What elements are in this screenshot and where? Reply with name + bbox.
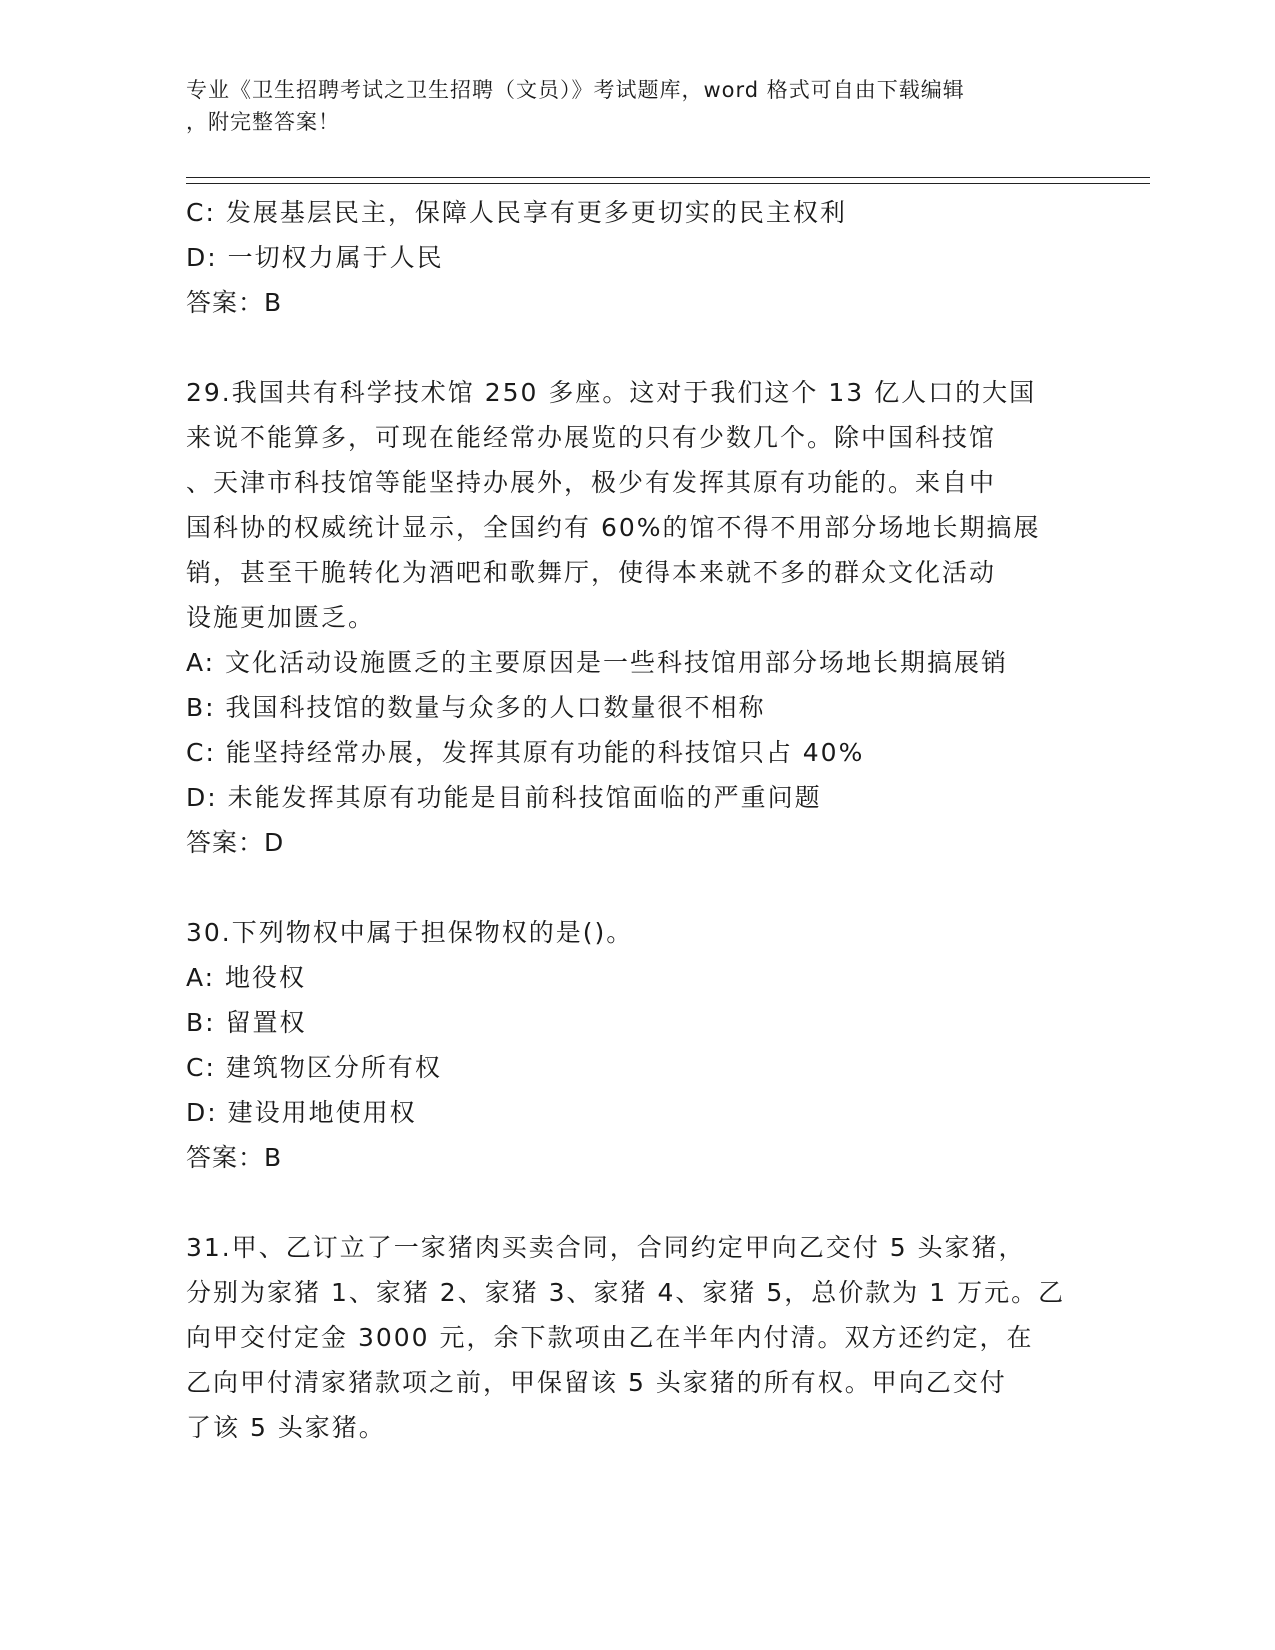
question-stem-line: 乙向甲付清家猪款项之前，甲保留该 5 头家猪的所有权。甲向乙交付 [186, 1368, 1007, 1397]
option-d: D: 未能发挥其原有功能是目前科技馆面临的严重问题 [186, 783, 822, 812]
question-stem-line: 31.甲、乙订立了一家猪肉买卖合同，合同约定甲向乙交付 5 头家猪， [186, 1233, 1026, 1262]
header-line-1: 专业《卫生招聘考试之卫生招聘（文员）》考试题库，word 格式可自由下载编辑 [186, 78, 965, 102]
question-stem-line: 设施更加匮乏。 [186, 603, 376, 632]
question-stem-line: 了该 5 头家猪。 [186, 1413, 386, 1442]
previous-question-tail [186, 190, 1086, 325]
document-header [186, 74, 1066, 138]
question-stem-line: 、天津市科技馆等能坚持办展外，极少有发挥其原有功能的。来自中 [186, 468, 997, 497]
answer: 答案：B [186, 288, 283, 317]
question-30 [186, 910, 1086, 1180]
answer: 答案：B [186, 1143, 283, 1172]
header-rule-top [186, 177, 1150, 178]
question-stem-line: 国科协的权威统计显示，全国约有 60%的馆不得不用部分场地长期搞展 [186, 513, 1041, 542]
option-c: C: 建筑物区分所有权 [186, 1053, 442, 1082]
header-line-2: ，附完整答案！ [186, 110, 340, 134]
option-c: C: 发展基层民主，保障人民享有更多更切实的民主权利 [186, 198, 847, 227]
question-29 [186, 370, 1086, 865]
option-d: D: 建设用地使用权 [186, 1098, 417, 1127]
question-stem-line: 30.下列物权中属于担保物权的是()。 [186, 918, 634, 947]
question-stem-line: 29.我国共有科学技术馆 250 多座。这对于我们这个 13 亿人口的大国 [186, 378, 1037, 407]
question-31 [186, 1225, 1086, 1450]
option-c: C: 能坚持经常办展，发挥其原有功能的科技馆只占 40% [186, 738, 865, 767]
option-b: B: 我国科技馆的数量与众多的人口数量很不相称 [186, 693, 766, 722]
answer: 答案：D [186, 828, 285, 857]
question-stem-line: 来说不能算多，可现在能经常办展览的只有少数几个。除中国科技馆 [186, 423, 997, 452]
option-a: A: 地役权 [186, 963, 307, 992]
option-b: B: 留置权 [186, 1008, 307, 1037]
option-a: A: 文化活动设施匮乏的主要原因是一些科技馆用部分场地长期搞展销 [186, 648, 1009, 677]
question-stem-line: 向甲交付定金 3000 元，余下款项由乙在半年内付清。双方还约定，在 [186, 1323, 1034, 1352]
header-rule-bottom [186, 183, 1150, 184]
option-d: D: 一切权力属于人民 [186, 243, 444, 272]
question-stem-line: 分别为家猪 1、家猪 2、家猪 3、家猪 4、家猪 5，总价款为 1 万元。乙 [186, 1278, 1066, 1307]
question-stem-line: 销，甚至干脆转化为酒吧和歌舞厅，使得本来就不多的群众文化活动 [186, 558, 997, 587]
document-body [186, 190, 1086, 1450]
